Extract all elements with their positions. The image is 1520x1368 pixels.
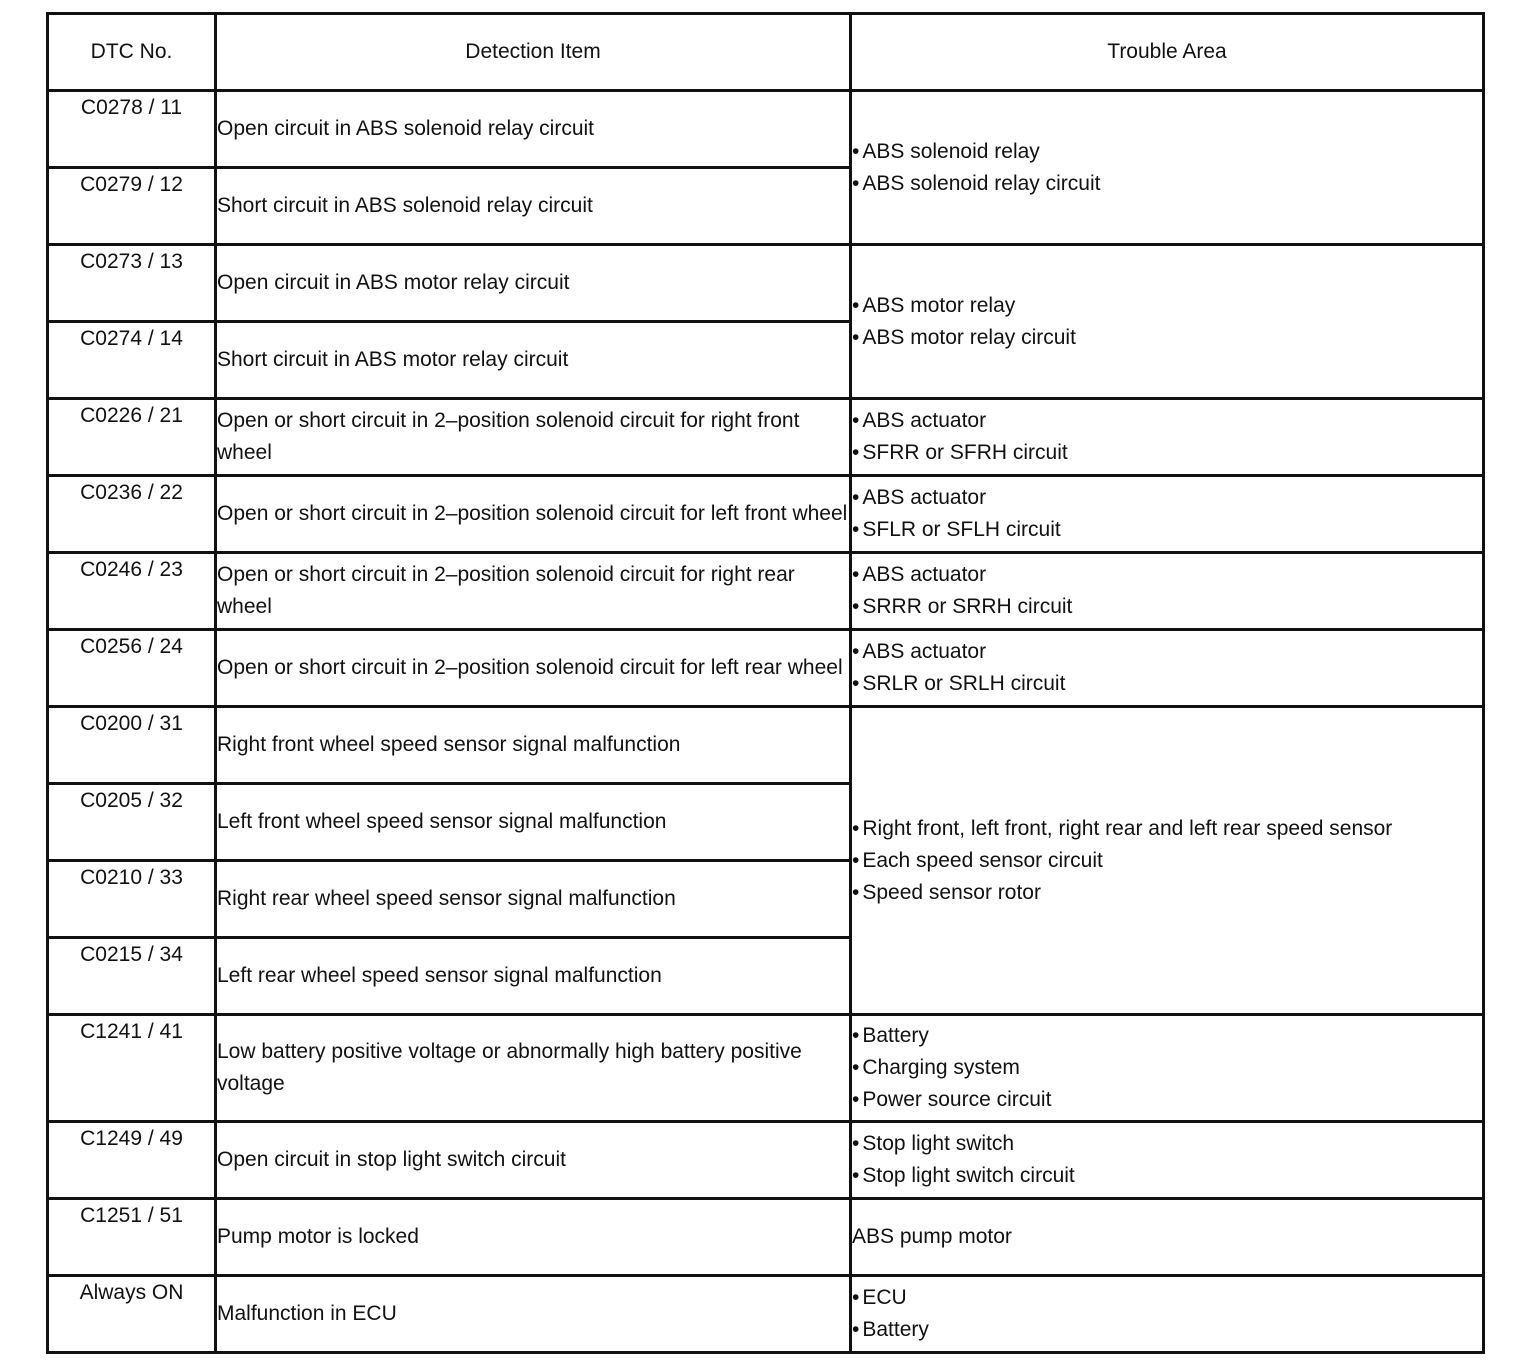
table-row: [48, 1122, 1484, 1199]
detection-item: Short circuit in ABS motor relay circuit: [216, 322, 851, 399]
trouble-area-bullet: • SRLR or SRLH circuit: [852, 668, 1482, 700]
detection-item: Left front wheel speed sensor signal malfunction: [216, 784, 851, 861]
trouble-area-bullet: • Battery: [852, 1020, 1482, 1052]
trouble-area-bullet: • ABS actuator: [852, 636, 1482, 668]
detection-item: Malfunction in ECU: [216, 1276, 851, 1353]
trouble-area-bullet: • ECU: [852, 1282, 1482, 1314]
trouble-area-bullet: • Each speed sensor circuit: [852, 845, 1482, 877]
trouble-area-bullet: • SFLR or SFLH circuit: [852, 514, 1482, 546]
trouble-area-bullet: • Power source circuit: [852, 1084, 1482, 1116]
trouble-area-bullet: • ABS motor relay circuit: [852, 322, 1482, 354]
dtc-table: [46, 12, 1485, 1354]
dtc-code: C0273 / 13: [48, 245, 216, 322]
detection-item: Right front wheel speed sensor signal malfunction: [216, 707, 851, 784]
dtc-code: C1241 / 41: [48, 1015, 216, 1122]
detection-item: Open circuit in ABS motor relay circuit: [216, 245, 851, 322]
trouble-area: [851, 399, 1484, 476]
trouble-area-bullet: • Charging system: [852, 1052, 1482, 1084]
trouble-area: [851, 1015, 1484, 1122]
table-row: [48, 1276, 1484, 1353]
trouble-area-bullet: • ABS actuator: [852, 405, 1482, 437]
trouble-area: ABS pump motor: [851, 1199, 1484, 1276]
detection-item: Short circuit in ABS solenoid relay circuit: [216, 168, 851, 245]
dtc-code: C0200 / 31: [48, 707, 216, 784]
trouble-area: [851, 245, 1484, 399]
dtc-code: C1249 / 49: [48, 1122, 216, 1199]
dtc-code: C0215 / 34: [48, 938, 216, 1015]
table-row: [48, 553, 1484, 630]
table-row: [48, 1015, 1484, 1122]
table-row: [48, 630, 1484, 707]
detection-item: Open or short circuit in 2–position solenoid circuit for right rear wheel: [216, 553, 851, 630]
trouble-area: [851, 553, 1484, 630]
trouble-area: [851, 1276, 1484, 1353]
table-row: [48, 399, 1484, 476]
trouble-area-bullet: • Speed sensor rotor: [852, 877, 1482, 909]
table-row: [48, 91, 1484, 168]
trouble-area-bullet: • Battery: [852, 1314, 1482, 1346]
dtc-code: C0205 / 32: [48, 784, 216, 861]
dtc-code: C0246 / 23: [48, 553, 216, 630]
dtc-code: C0236 / 22: [48, 476, 216, 553]
dtc-code: C0279 / 12: [48, 168, 216, 245]
table-row: [48, 476, 1484, 553]
trouble-area-bullet: • Stop light switch: [852, 1128, 1482, 1160]
detection-item: Pump motor is locked: [216, 1199, 851, 1276]
table-row: [48, 245, 1484, 322]
trouble-area-bullet: • ABS solenoid relay circuit: [852, 168, 1482, 200]
trouble-area-bullet: • ABS motor relay: [852, 290, 1482, 322]
dtc-code: C0210 / 33: [48, 861, 216, 938]
detection-item: Open or short circuit in 2–position solenoid circuit for left rear wheel: [216, 630, 851, 707]
header-trouble-area: Trouble Area: [851, 14, 1484, 91]
detection-item: Open circuit in stop light switch circuit: [216, 1122, 851, 1199]
dtc-document: [46, 12, 1485, 1354]
trouble-area: [851, 707, 1484, 1015]
dtc-code: C0226 / 21: [48, 399, 216, 476]
trouble-area-bullet: • ABS actuator: [852, 482, 1482, 514]
trouble-area: [851, 630, 1484, 707]
trouble-area: [851, 91, 1484, 245]
detection-item: Open circuit in ABS solenoid relay circuit: [216, 91, 851, 168]
dtc-code: C1251 / 51: [48, 1199, 216, 1276]
table-row: [48, 707, 1484, 784]
trouble-area-bullet: • Right front, left front, right rear and left rear speed sensor: [852, 813, 1482, 845]
detection-item: Open or short circuit in 2–position solenoid circuit for left front wheel: [216, 476, 851, 553]
trouble-area-bullet: • Stop light switch circuit: [852, 1160, 1482, 1192]
detection-item: Low battery positive voltage or abnormally high battery positive voltage: [216, 1015, 851, 1122]
dtc-code: C0256 / 24: [48, 630, 216, 707]
trouble-area-bullet: • ABS actuator: [852, 559, 1482, 591]
dtc-code: C0278 / 11: [48, 91, 216, 168]
detection-item: Open or short circuit in 2–position solenoid circuit for right front wheel: [216, 399, 851, 476]
trouble-area-bullet: • SFRR or SFRH circuit: [852, 437, 1482, 469]
trouble-area-bullet: • SRRR or SRRH circuit: [852, 591, 1482, 623]
dtc-code: Always ON: [48, 1276, 216, 1353]
table-row: [48, 1199, 1484, 1276]
trouble-area: [851, 1122, 1484, 1199]
trouble-area-bullet: • ABS solenoid relay: [852, 136, 1482, 168]
header-detection-item: Detection Item: [216, 14, 851, 91]
trouble-area: [851, 476, 1484, 553]
dtc-code: C0274 / 14: [48, 322, 216, 399]
detection-item: Right rear wheel speed sensor signal malfunction: [216, 861, 851, 938]
detection-item: Left rear wheel speed sensor signal malfunction: [216, 938, 851, 1015]
header-dtc-no: DTC No.: [48, 14, 216, 91]
header-row: [48, 14, 1484, 91]
